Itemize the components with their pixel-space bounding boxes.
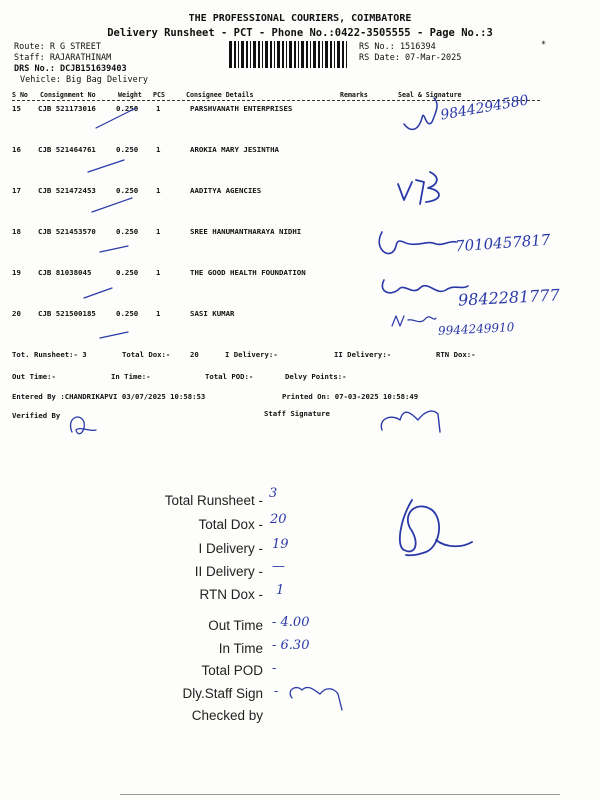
summary-value-in-time: - 6.30 bbox=[272, 638, 310, 653]
row-pcs: 1 bbox=[156, 268, 161, 277]
row-pcs: 1 bbox=[156, 227, 161, 236]
footer-total-dox-value: 20 bbox=[190, 350, 199, 359]
footer-out-time: Out Time:- bbox=[12, 372, 56, 381]
footer-i-delivery: I Delivery:- bbox=[225, 350, 278, 359]
footer-ii-delivery: II Delivery:- bbox=[334, 350, 392, 359]
col-header-weight: Weight bbox=[118, 91, 142, 99]
summary-value-out-time: - 4.00 bbox=[272, 615, 310, 630]
row-consignee: PARSHVANATH ENTERPRISES bbox=[190, 104, 293, 113]
asterisk-mark: * bbox=[541, 40, 547, 50]
row-consignee: SASI KUMAR bbox=[190, 309, 235, 318]
row-sno: 16 bbox=[12, 145, 21, 154]
row-sno: 17 bbox=[12, 186, 21, 195]
footer-tot-runsheet: Tot. Runsheet:- 3 bbox=[12, 350, 87, 359]
summary-label-checked-by: Checked by bbox=[191, 708, 263, 723]
row-weight: 0.250 bbox=[116, 186, 139, 195]
route-text: Route: R G STREET bbox=[14, 42, 101, 52]
summary-label-ii-delivery: II Delivery - bbox=[194, 564, 263, 579]
runsheet-subtitle: Delivery Runsheet - PCT - Phone No.:0422-3505555 - Page No.:3 bbox=[107, 27, 493, 39]
row-weight: 0.250 bbox=[116, 104, 139, 113]
row-pcs: 1 bbox=[156, 104, 161, 113]
row-pcs: 1 bbox=[156, 186, 161, 195]
row-weight: 0.250 bbox=[116, 145, 139, 154]
row-consignment: CJB 521472453 bbox=[38, 186, 96, 195]
summary-value-staff-sign: - bbox=[274, 684, 279, 699]
summary-label-out-time: Out Time bbox=[208, 618, 263, 633]
summary-value-ii-delivery: — bbox=[272, 559, 285, 574]
footer-printed-on: Printed On: 07-03-2025 10:58:49 bbox=[282, 392, 419, 401]
row-sno: 18 bbox=[12, 227, 21, 236]
footer-verified-by: Verified By bbox=[12, 411, 61, 420]
summary-label-in-time: In Time bbox=[218, 641, 263, 656]
row-sno: 19 bbox=[12, 268, 21, 277]
footer-total-dox: Total Dox:- bbox=[122, 350, 171, 359]
footer-entered-by: Entered By :CHANDRIKAPVI 03/07/2025 10:58:53 bbox=[12, 392, 206, 401]
handwritten-phone: 9944249910 bbox=[437, 320, 515, 338]
row-weight: 0.250 bbox=[116, 268, 139, 277]
summary-label-total-dox: Total Dox - bbox=[198, 517, 263, 532]
summary-value-total-pod: - bbox=[272, 661, 277, 676]
staff-text: Staff: RAJARATHINAM bbox=[14, 53, 112, 63]
row-consignment: CJB 521453570 bbox=[38, 227, 96, 236]
drs-number: DRS No.: DCJB151639403 bbox=[14, 64, 127, 74]
summary-value-total-dox: 20 bbox=[270, 512, 287, 527]
footer-total-pod: Total POD:- bbox=[205, 372, 254, 381]
col-header-remarks: Remarks bbox=[340, 91, 368, 99]
row-pcs: 1 bbox=[156, 309, 161, 318]
company-title: THE PROFESSIONAL COURIERS, COIMBATORE bbox=[188, 13, 412, 24]
rs-date: RS Date: 07-Mar-2025 bbox=[359, 53, 462, 63]
row-consignee: SREE HANUMANTHARAYA NIDHI bbox=[190, 227, 302, 236]
summary-value-i-delivery: 19 bbox=[272, 537, 289, 552]
summary-label-total-pod: Total POD bbox=[201, 663, 263, 678]
summary-label-total-runsheet: Total Runsheet - bbox=[164, 493, 263, 508]
vehicle-text: Vehicle: Big Bag Delivery bbox=[20, 75, 148, 85]
handwritten-phone: 9842281777 bbox=[457, 285, 561, 310]
row-sno: 15 bbox=[12, 104, 21, 113]
row-consignment: CJB 81038045 bbox=[38, 268, 92, 277]
row-weight: 0.250 bbox=[116, 227, 139, 236]
summary-label-rtn-dox: RTN Dox - bbox=[199, 587, 263, 602]
col-header-pcs: PCS bbox=[153, 91, 165, 99]
row-consignee: AADITYA AGENCIES bbox=[190, 186, 262, 195]
row-consignee: THE GOOD HEALTH FOUNDATION bbox=[190, 268, 306, 277]
handwritten-phone: 9844294580 bbox=[439, 92, 530, 124]
rs-number: RS No.: 1516394 bbox=[359, 42, 436, 52]
col-header-signature: Seal & Signature bbox=[398, 91, 462, 99]
col-header-consignee: Consignee Details bbox=[186, 91, 254, 99]
handwritten-phone: 7010457817 bbox=[454, 230, 551, 256]
row-consignee: AROKIA MARY JESINTHA bbox=[190, 145, 279, 154]
row-sno: 20 bbox=[12, 309, 21, 318]
row-consignment: CJB 521500185 bbox=[38, 309, 96, 318]
summary-value-rtn-dox: 1 bbox=[276, 583, 285, 598]
bottom-rule bbox=[120, 794, 560, 795]
row-consignment: CJB 521464761 bbox=[38, 145, 96, 154]
row-weight: 0.250 bbox=[116, 309, 139, 318]
footer-staff-signature: Staff Signature bbox=[264, 409, 330, 418]
footer-delvy-points: Delvy Points:- bbox=[285, 372, 347, 381]
col-header-consignment: Consignment No bbox=[40, 91, 96, 99]
summary-label-staff-sign: Dly.Staff Sign bbox=[182, 686, 263, 701]
row-consignment: CJB 521173016 bbox=[38, 104, 96, 113]
summary-label-i-delivery: I Delivery - bbox=[198, 541, 263, 556]
footer-rtn-dox: RTN Dox:- bbox=[436, 350, 476, 359]
col-header-sno: S No bbox=[12, 91, 28, 99]
row-pcs: 1 bbox=[156, 145, 161, 154]
footer-in-time: In Time:- bbox=[111, 372, 151, 381]
summary-value-total-runsheet: 3 bbox=[269, 486, 278, 501]
